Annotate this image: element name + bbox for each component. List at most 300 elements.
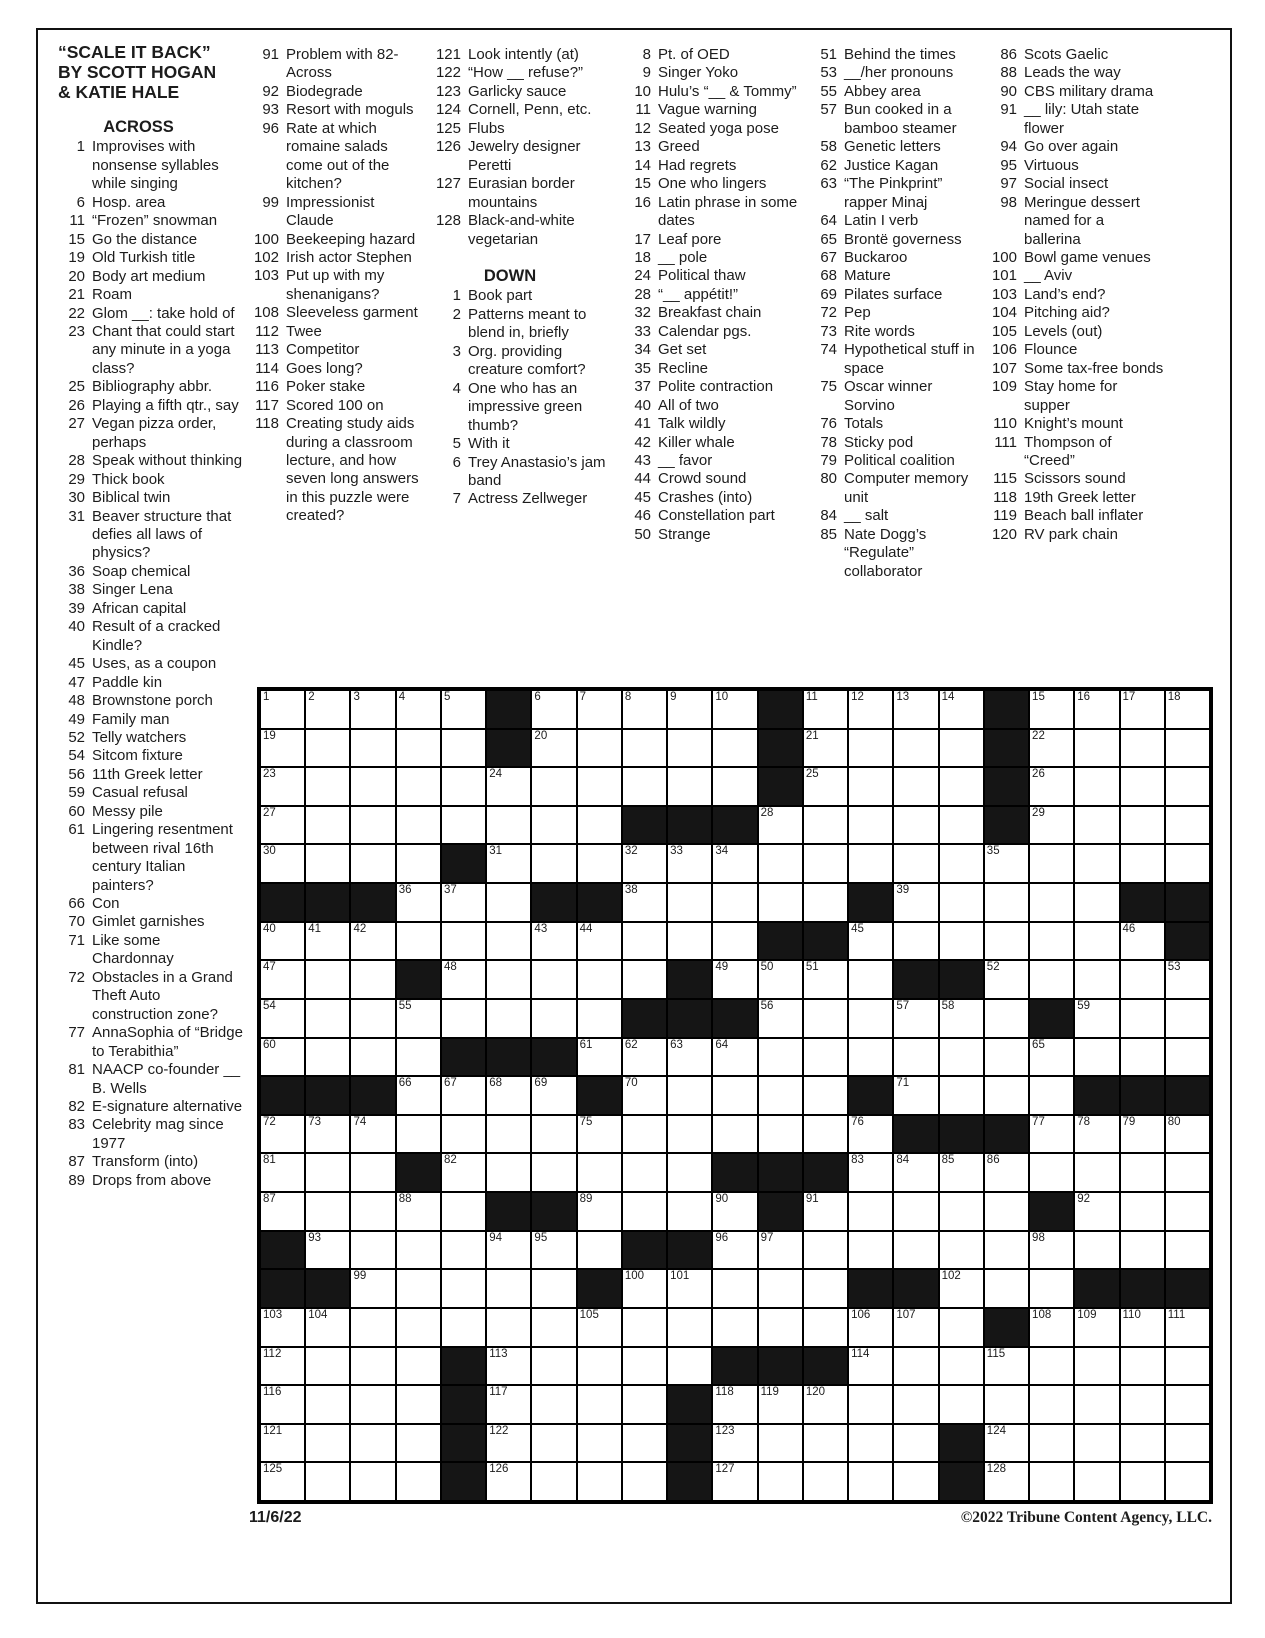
grid-cell[interactable] bbox=[350, 1462, 395, 1501]
grid-cell[interactable] bbox=[396, 1076, 441, 1115]
grid-cell[interactable] bbox=[622, 883, 667, 922]
grid-cell[interactable] bbox=[848, 1153, 893, 1192]
grid-cell[interactable] bbox=[531, 1385, 576, 1424]
grid-cell[interactable] bbox=[622, 1192, 667, 1231]
grid-cell[interactable] bbox=[1120, 1192, 1165, 1231]
grid-cell[interactable] bbox=[939, 690, 984, 729]
grid-cell[interactable] bbox=[1029, 844, 1074, 883]
grid-cell[interactable] bbox=[350, 1347, 395, 1386]
grid-cell[interactable] bbox=[486, 844, 531, 883]
grid-cell[interactable] bbox=[1165, 960, 1210, 999]
grid-cell[interactable] bbox=[577, 1153, 622, 1192]
grid-cell[interactable] bbox=[531, 690, 576, 729]
grid-cell[interactable] bbox=[577, 729, 622, 768]
grid-cell[interactable] bbox=[486, 960, 531, 999]
grid-cell[interactable] bbox=[622, 1347, 667, 1386]
grid-cell[interactable] bbox=[803, 806, 848, 845]
grid-cell[interactable] bbox=[1120, 1153, 1165, 1192]
grid-cell[interactable] bbox=[260, 1192, 305, 1231]
grid-cell[interactable] bbox=[350, 1269, 395, 1308]
grid-cell[interactable] bbox=[893, 806, 938, 845]
grid-cell[interactable] bbox=[622, 844, 667, 883]
grid-cell[interactable] bbox=[305, 922, 350, 961]
grid-cell[interactable] bbox=[848, 1192, 893, 1231]
grid-cell[interactable] bbox=[712, 767, 757, 806]
grid-cell[interactable] bbox=[758, 806, 803, 845]
grid-cell[interactable] bbox=[984, 883, 1029, 922]
grid-cell[interactable] bbox=[893, 1462, 938, 1501]
grid-cell[interactable] bbox=[577, 1424, 622, 1463]
grid-cell[interactable] bbox=[984, 844, 1029, 883]
grid-cell[interactable] bbox=[758, 844, 803, 883]
grid-cell[interactable] bbox=[712, 1385, 757, 1424]
grid-cell[interactable] bbox=[396, 806, 441, 845]
grid-cell[interactable] bbox=[305, 690, 350, 729]
grid-cell[interactable] bbox=[350, 1385, 395, 1424]
grid-cell[interactable] bbox=[305, 999, 350, 1038]
grid-cell[interactable] bbox=[350, 1424, 395, 1463]
grid-cell[interactable] bbox=[350, 844, 395, 883]
grid-cell[interactable] bbox=[531, 960, 576, 999]
grid-cell[interactable] bbox=[531, 1076, 576, 1115]
grid-cell[interactable] bbox=[350, 767, 395, 806]
grid-cell[interactable] bbox=[667, 1347, 712, 1386]
grid-cell[interactable] bbox=[350, 1192, 395, 1231]
grid-cell[interactable] bbox=[848, 1115, 893, 1154]
grid-cell[interactable] bbox=[1074, 1385, 1119, 1424]
grid-cell[interactable] bbox=[1074, 844, 1119, 883]
grid-cell[interactable] bbox=[758, 1385, 803, 1424]
grid-cell[interactable] bbox=[1120, 844, 1165, 883]
grid-cell[interactable] bbox=[893, 1038, 938, 1077]
grid-cell[interactable] bbox=[577, 1192, 622, 1231]
grid-cell[interactable] bbox=[622, 690, 667, 729]
grid-cell[interactable] bbox=[848, 1385, 893, 1424]
grid-cell[interactable] bbox=[984, 1231, 1029, 1270]
grid-cell[interactable] bbox=[531, 844, 576, 883]
grid-cell[interactable] bbox=[260, 1115, 305, 1154]
grid-cell[interactable] bbox=[758, 883, 803, 922]
grid-cell[interactable] bbox=[984, 1038, 1029, 1077]
grid-cell[interactable] bbox=[984, 1385, 1029, 1424]
grid-cell[interactable] bbox=[893, 690, 938, 729]
grid-cell[interactable] bbox=[758, 1231, 803, 1270]
grid-cell[interactable] bbox=[984, 1424, 1029, 1463]
grid-cell[interactable] bbox=[305, 806, 350, 845]
grid-cell[interactable] bbox=[305, 1231, 350, 1270]
grid-cell[interactable] bbox=[350, 960, 395, 999]
grid-cell[interactable] bbox=[939, 1347, 984, 1386]
grid-cell[interactable] bbox=[396, 1424, 441, 1463]
grid-cell[interactable] bbox=[622, 1308, 667, 1347]
grid-cell[interactable] bbox=[1074, 883, 1119, 922]
grid-cell[interactable] bbox=[803, 1192, 848, 1231]
grid-cell[interactable] bbox=[1120, 960, 1165, 999]
grid-cell[interactable] bbox=[712, 1038, 757, 1077]
grid-cell[interactable] bbox=[939, 999, 984, 1038]
grid-cell[interactable] bbox=[531, 1115, 576, 1154]
grid-cell[interactable] bbox=[577, 690, 622, 729]
grid-cell[interactable] bbox=[396, 1038, 441, 1077]
grid-cell[interactable] bbox=[486, 1308, 531, 1347]
grid-cell[interactable] bbox=[758, 1115, 803, 1154]
grid-cell[interactable] bbox=[350, 1038, 395, 1077]
grid-cell[interactable] bbox=[577, 1231, 622, 1270]
grid-cell[interactable] bbox=[396, 999, 441, 1038]
grid-cell[interactable] bbox=[441, 1269, 486, 1308]
grid-cell[interactable] bbox=[396, 1269, 441, 1308]
grid-cell[interactable] bbox=[803, 1424, 848, 1463]
grid-cell[interactable] bbox=[441, 883, 486, 922]
grid-cell[interactable] bbox=[939, 1308, 984, 1347]
grid-cell[interactable] bbox=[305, 1385, 350, 1424]
grid-cell[interactable] bbox=[260, 1462, 305, 1501]
grid-cell[interactable] bbox=[1029, 883, 1074, 922]
grid-cell[interactable] bbox=[893, 922, 938, 961]
grid-cell[interactable] bbox=[1120, 1115, 1165, 1154]
grid-cell[interactable] bbox=[350, 690, 395, 729]
grid-cell[interactable] bbox=[260, 1038, 305, 1077]
grid-cell[interactable] bbox=[396, 690, 441, 729]
grid-cell[interactable] bbox=[984, 1076, 1029, 1115]
grid-cell[interactable] bbox=[305, 960, 350, 999]
grid-cell[interactable] bbox=[712, 1076, 757, 1115]
grid-cell[interactable] bbox=[758, 1424, 803, 1463]
grid-cell[interactable] bbox=[667, 1308, 712, 1347]
grid-cell[interactable] bbox=[260, 1153, 305, 1192]
grid-cell[interactable] bbox=[577, 1385, 622, 1424]
grid-cell[interactable] bbox=[1029, 960, 1074, 999]
grid-cell[interactable] bbox=[622, 1424, 667, 1463]
grid-cell[interactable] bbox=[984, 1269, 1029, 1308]
grid-cell[interactable] bbox=[486, 767, 531, 806]
grid-cell[interactable] bbox=[1074, 999, 1119, 1038]
grid-cell[interactable] bbox=[350, 922, 395, 961]
grid-cell[interactable] bbox=[441, 806, 486, 845]
grid-cell[interactable] bbox=[305, 1038, 350, 1077]
grid-cell[interactable] bbox=[441, 1153, 486, 1192]
grid-cell[interactable] bbox=[577, 767, 622, 806]
grid-cell[interactable] bbox=[1029, 1269, 1074, 1308]
grid-cell[interactable] bbox=[350, 999, 395, 1038]
grid-cell[interactable] bbox=[622, 922, 667, 961]
grid-cell[interactable] bbox=[758, 1269, 803, 1308]
grid-cell[interactable] bbox=[758, 960, 803, 999]
grid-cell[interactable] bbox=[1120, 767, 1165, 806]
grid-cell[interactable] bbox=[848, 767, 893, 806]
grid-cell[interactable] bbox=[712, 844, 757, 883]
grid-cell[interactable] bbox=[712, 1308, 757, 1347]
grid-cell[interactable] bbox=[667, 1076, 712, 1115]
grid-cell[interactable] bbox=[441, 999, 486, 1038]
grid-cell[interactable] bbox=[848, 960, 893, 999]
grid-cell[interactable] bbox=[486, 1115, 531, 1154]
grid-cell[interactable] bbox=[1074, 1153, 1119, 1192]
grid-cell[interactable] bbox=[667, 922, 712, 961]
grid-cell[interactable] bbox=[712, 1231, 757, 1270]
grid-cell[interactable] bbox=[667, 883, 712, 922]
grid-cell[interactable] bbox=[577, 999, 622, 1038]
grid-cell[interactable] bbox=[667, 1115, 712, 1154]
grid-cell[interactable] bbox=[577, 922, 622, 961]
grid-cell[interactable] bbox=[531, 999, 576, 1038]
grid-cell[interactable] bbox=[1120, 1038, 1165, 1077]
grid-cell[interactable] bbox=[803, 1308, 848, 1347]
grid-cell[interactable] bbox=[803, 1038, 848, 1077]
grid-cell[interactable] bbox=[803, 729, 848, 768]
grid-cell[interactable] bbox=[622, 1076, 667, 1115]
grid-cell[interactable] bbox=[893, 883, 938, 922]
grid-cell[interactable] bbox=[531, 1231, 576, 1270]
grid-cell[interactable] bbox=[1120, 806, 1165, 845]
grid-cell[interactable] bbox=[803, 999, 848, 1038]
grid-cell[interactable] bbox=[939, 767, 984, 806]
grid-cell[interactable] bbox=[441, 729, 486, 768]
grid-cell[interactable] bbox=[531, 729, 576, 768]
grid-cell[interactable] bbox=[1165, 1231, 1210, 1270]
grid-cell[interactable] bbox=[486, 1347, 531, 1386]
grid-cell[interactable] bbox=[305, 1115, 350, 1154]
grid-cell[interactable] bbox=[486, 1269, 531, 1308]
grid-cell[interactable] bbox=[1029, 1076, 1074, 1115]
grid-cell[interactable] bbox=[848, 1231, 893, 1270]
grid-cell[interactable] bbox=[350, 1115, 395, 1154]
grid-cell[interactable] bbox=[1165, 1153, 1210, 1192]
grid-cell[interactable] bbox=[712, 729, 757, 768]
grid-cell[interactable] bbox=[1165, 690, 1210, 729]
grid-cell[interactable] bbox=[712, 1192, 757, 1231]
grid-cell[interactable] bbox=[305, 1308, 350, 1347]
grid-cell[interactable] bbox=[260, 1385, 305, 1424]
grid-cell[interactable] bbox=[531, 1424, 576, 1463]
grid-cell[interactable] bbox=[1165, 1038, 1210, 1077]
grid-cell[interactable] bbox=[712, 1269, 757, 1308]
grid-cell[interactable] bbox=[893, 1308, 938, 1347]
grid-cell[interactable] bbox=[667, 767, 712, 806]
grid-cell[interactable] bbox=[1029, 806, 1074, 845]
grid-cell[interactable] bbox=[622, 960, 667, 999]
grid-cell[interactable] bbox=[396, 767, 441, 806]
grid-cell[interactable] bbox=[441, 1308, 486, 1347]
grid-cell[interactable] bbox=[531, 1462, 576, 1501]
grid-cell[interactable] bbox=[1074, 960, 1119, 999]
grid-cell[interactable] bbox=[1120, 729, 1165, 768]
grid-cell[interactable] bbox=[939, 883, 984, 922]
grid-cell[interactable] bbox=[1074, 1424, 1119, 1463]
grid-cell[interactable] bbox=[893, 1347, 938, 1386]
grid-cell[interactable] bbox=[667, 1269, 712, 1308]
grid-cell[interactable] bbox=[848, 999, 893, 1038]
grid-cell[interactable] bbox=[803, 1462, 848, 1501]
grid-cell[interactable] bbox=[441, 767, 486, 806]
grid-cell[interactable] bbox=[667, 690, 712, 729]
grid-cell[interactable] bbox=[305, 1347, 350, 1386]
grid-cell[interactable] bbox=[260, 1347, 305, 1386]
grid-cell[interactable] bbox=[1120, 1462, 1165, 1501]
grid-cell[interactable] bbox=[396, 1385, 441, 1424]
grid-cell[interactable] bbox=[305, 767, 350, 806]
grid-cell[interactable] bbox=[1074, 767, 1119, 806]
grid-cell[interactable] bbox=[396, 1462, 441, 1501]
grid-cell[interactable] bbox=[1029, 1308, 1074, 1347]
grid-cell[interactable] bbox=[984, 1462, 1029, 1501]
grid-cell[interactable] bbox=[939, 1153, 984, 1192]
grid-cell[interactable] bbox=[758, 1076, 803, 1115]
grid-cell[interactable] bbox=[1165, 844, 1210, 883]
grid-cell[interactable] bbox=[396, 1115, 441, 1154]
grid-cell[interactable] bbox=[893, 999, 938, 1038]
grid-cell[interactable] bbox=[577, 806, 622, 845]
grid-cell[interactable] bbox=[350, 729, 395, 768]
grid-cell[interactable] bbox=[1120, 690, 1165, 729]
grid-cell[interactable] bbox=[984, 1153, 1029, 1192]
grid-cell[interactable] bbox=[712, 1115, 757, 1154]
grid-cell[interactable] bbox=[260, 729, 305, 768]
grid-cell[interactable] bbox=[667, 1192, 712, 1231]
grid-cell[interactable] bbox=[1029, 767, 1074, 806]
grid-cell[interactable] bbox=[939, 844, 984, 883]
grid-cell[interactable] bbox=[803, 1115, 848, 1154]
grid-cell[interactable] bbox=[1074, 922, 1119, 961]
grid-cell[interactable] bbox=[350, 1153, 395, 1192]
grid-cell[interactable] bbox=[893, 1153, 938, 1192]
grid-cell[interactable] bbox=[396, 1231, 441, 1270]
grid-cell[interactable] bbox=[984, 1192, 1029, 1231]
grid-cell[interactable] bbox=[531, 767, 576, 806]
grid-cell[interactable] bbox=[396, 729, 441, 768]
grid-cell[interactable] bbox=[622, 1115, 667, 1154]
grid-cell[interactable] bbox=[396, 1347, 441, 1386]
grid-cell[interactable] bbox=[531, 1269, 576, 1308]
grid-cell[interactable] bbox=[622, 1385, 667, 1424]
grid-cell[interactable] bbox=[486, 1385, 531, 1424]
grid-cell[interactable] bbox=[848, 844, 893, 883]
grid-cell[interactable] bbox=[667, 844, 712, 883]
grid-cell[interactable] bbox=[1074, 690, 1119, 729]
grid-cell[interactable] bbox=[486, 806, 531, 845]
grid-cell[interactable] bbox=[305, 844, 350, 883]
grid-cell[interactable] bbox=[893, 1076, 938, 1115]
grid-cell[interactable] bbox=[577, 1462, 622, 1501]
grid-cell[interactable] bbox=[441, 1231, 486, 1270]
grid-cell[interactable] bbox=[1029, 1115, 1074, 1154]
grid-cell[interactable] bbox=[848, 806, 893, 845]
grid-cell[interactable] bbox=[486, 1153, 531, 1192]
grid-cell[interactable] bbox=[622, 767, 667, 806]
grid-cell[interactable] bbox=[803, 767, 848, 806]
grid-cell[interactable] bbox=[622, 1269, 667, 1308]
grid-cell[interactable] bbox=[1074, 1462, 1119, 1501]
grid-cell[interactable] bbox=[577, 960, 622, 999]
grid-cell[interactable] bbox=[1120, 1385, 1165, 1424]
grid-cell[interactable] bbox=[803, 1076, 848, 1115]
grid-cell[interactable] bbox=[1074, 1115, 1119, 1154]
grid-cell[interactable] bbox=[939, 729, 984, 768]
grid-cell[interactable] bbox=[305, 1424, 350, 1463]
grid-cell[interactable] bbox=[486, 999, 531, 1038]
grid-cell[interactable] bbox=[1074, 1231, 1119, 1270]
grid-cell[interactable] bbox=[622, 729, 667, 768]
grid-cell[interactable] bbox=[984, 922, 1029, 961]
grid-cell[interactable] bbox=[350, 1231, 395, 1270]
grid-cell[interactable] bbox=[531, 1308, 576, 1347]
grid-cell[interactable] bbox=[667, 1153, 712, 1192]
grid-cell[interactable] bbox=[803, 1231, 848, 1270]
grid-cell[interactable] bbox=[577, 844, 622, 883]
grid-cell[interactable] bbox=[1120, 1308, 1165, 1347]
grid-cell[interactable] bbox=[803, 883, 848, 922]
grid-cell[interactable] bbox=[622, 1462, 667, 1501]
grid-cell[interactable] bbox=[1120, 999, 1165, 1038]
grid-cell[interactable] bbox=[305, 1153, 350, 1192]
grid-cell[interactable] bbox=[1165, 1424, 1210, 1463]
grid-cell[interactable] bbox=[712, 960, 757, 999]
grid-cell[interactable] bbox=[260, 1308, 305, 1347]
grid-cell[interactable] bbox=[260, 690, 305, 729]
grid-cell[interactable] bbox=[984, 1347, 1029, 1386]
grid-cell[interactable] bbox=[577, 1038, 622, 1077]
grid-cell[interactable] bbox=[848, 922, 893, 961]
grid-cell[interactable] bbox=[939, 1038, 984, 1077]
grid-cell[interactable] bbox=[305, 1462, 350, 1501]
grid-cell[interactable] bbox=[848, 690, 893, 729]
grid-cell[interactable] bbox=[1029, 1385, 1074, 1424]
grid-cell[interactable] bbox=[939, 1192, 984, 1231]
grid-cell[interactable] bbox=[712, 690, 757, 729]
grid-cell[interactable] bbox=[486, 883, 531, 922]
grid-cell[interactable] bbox=[1074, 1192, 1119, 1231]
grid-cell[interactable] bbox=[1029, 1153, 1074, 1192]
grid-cell[interactable] bbox=[1165, 1115, 1210, 1154]
grid-cell[interactable] bbox=[577, 1347, 622, 1386]
grid-cell[interactable] bbox=[1165, 1347, 1210, 1386]
grid-cell[interactable] bbox=[260, 767, 305, 806]
grid-cell[interactable] bbox=[1165, 729, 1210, 768]
grid-cell[interactable] bbox=[1165, 999, 1210, 1038]
grid-cell[interactable] bbox=[396, 844, 441, 883]
grid-cell[interactable] bbox=[1165, 1462, 1210, 1501]
grid-cell[interactable] bbox=[758, 1462, 803, 1501]
grid-cell[interactable] bbox=[848, 1038, 893, 1077]
grid-cell[interactable] bbox=[758, 1308, 803, 1347]
grid-cell[interactable] bbox=[486, 1231, 531, 1270]
grid-cell[interactable] bbox=[260, 1424, 305, 1463]
grid-cell[interactable] bbox=[803, 1269, 848, 1308]
grid-cell[interactable] bbox=[622, 1153, 667, 1192]
grid-cell[interactable] bbox=[531, 1347, 576, 1386]
grid-cell[interactable] bbox=[531, 1153, 576, 1192]
grid-cell[interactable] bbox=[667, 729, 712, 768]
grid-cell[interactable] bbox=[622, 1038, 667, 1077]
grid-cell[interactable] bbox=[939, 922, 984, 961]
grid-cell[interactable] bbox=[984, 960, 1029, 999]
grid-cell[interactable] bbox=[260, 960, 305, 999]
grid-cell[interactable] bbox=[939, 1385, 984, 1424]
grid-cell[interactable] bbox=[1029, 690, 1074, 729]
grid-cell[interactable] bbox=[486, 922, 531, 961]
grid-cell[interactable] bbox=[396, 922, 441, 961]
grid-cell[interactable] bbox=[893, 844, 938, 883]
grid-cell[interactable] bbox=[712, 883, 757, 922]
grid-cell[interactable] bbox=[1074, 1308, 1119, 1347]
grid-cell[interactable] bbox=[1029, 1231, 1074, 1270]
grid-cell[interactable] bbox=[939, 1231, 984, 1270]
grid-cell[interactable] bbox=[893, 767, 938, 806]
grid-cell[interactable] bbox=[577, 1115, 622, 1154]
grid-cell[interactable] bbox=[1120, 1347, 1165, 1386]
grid-cell[interactable] bbox=[939, 806, 984, 845]
grid-cell[interactable] bbox=[1029, 1424, 1074, 1463]
